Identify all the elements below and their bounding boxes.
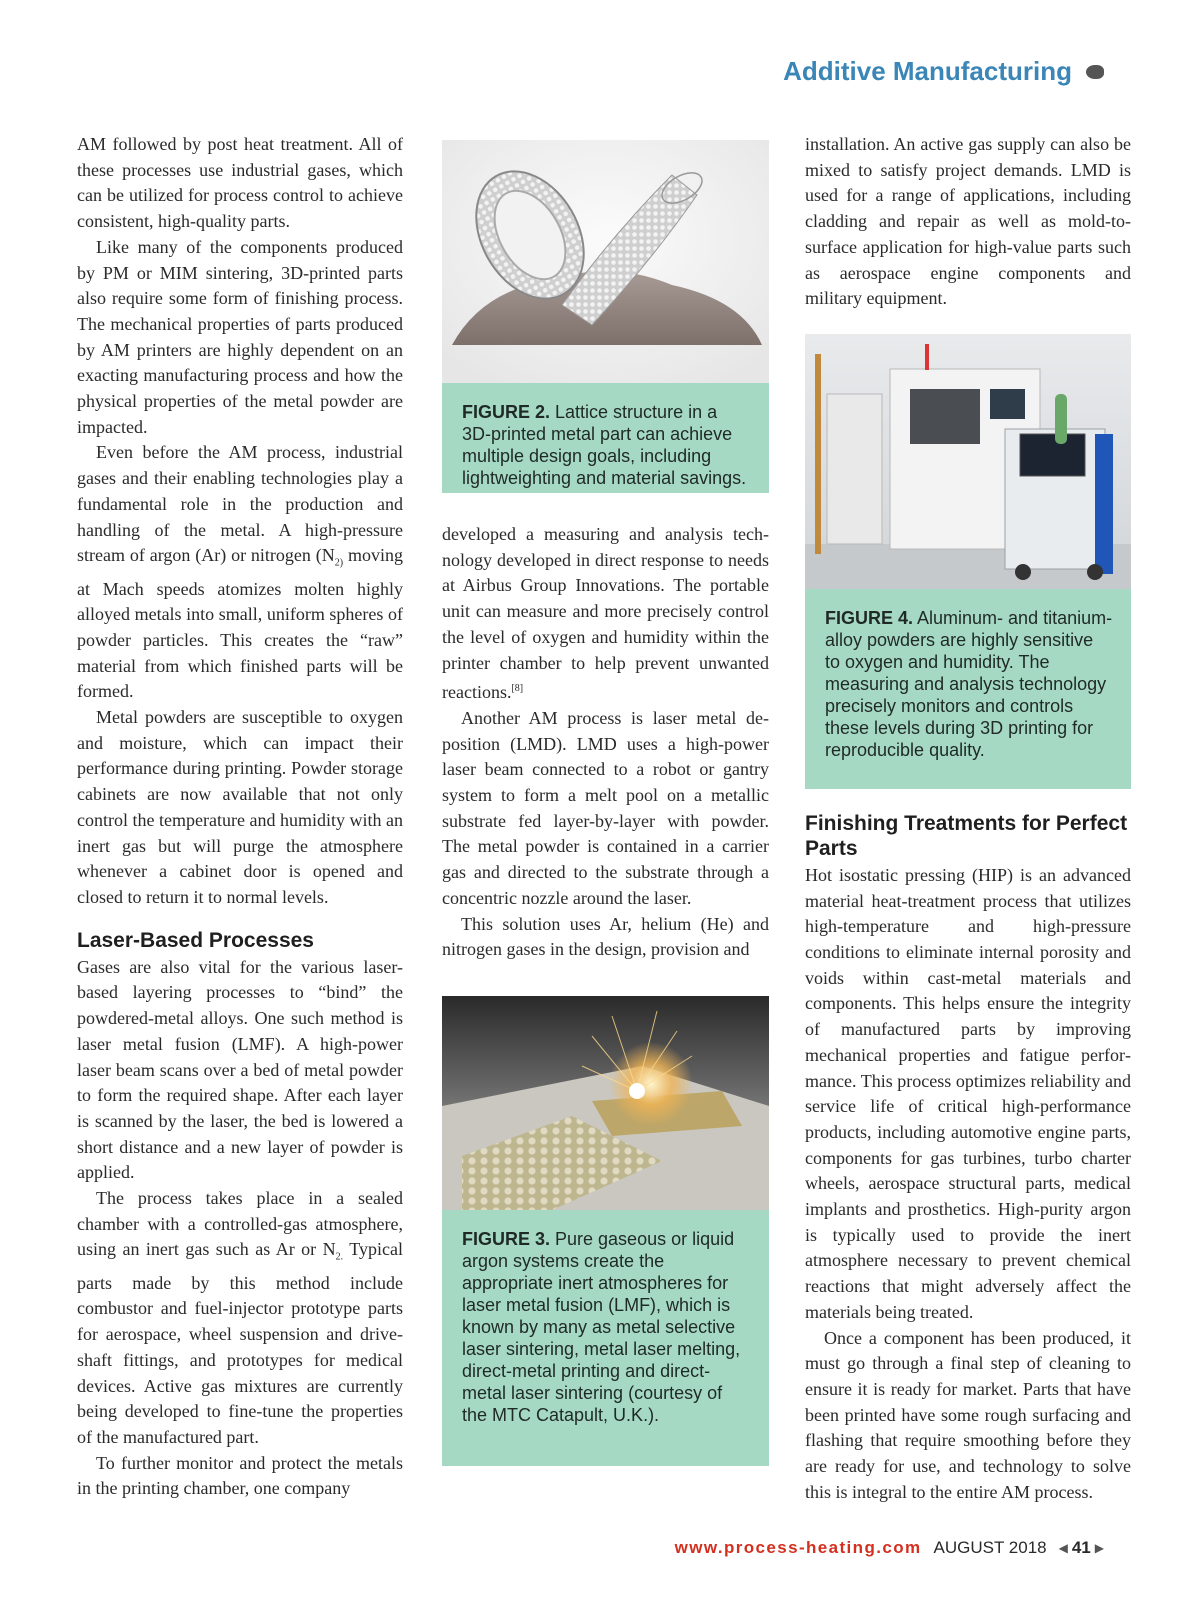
paragraph: Even before the AM process, industrial gases and their enabling technologies play a fundamental role in the production and handling of the metal. A high-pressure stream of argon (Ar) or nitrogen ($N_{2)}$ moving at Mach speeds atomizes molten highly alloyed metals into small, uniform spheres of powder particles. This creates the “raw” material from which finished parts will be formed. bbox=[77, 442, 403, 702]
lattice-part-photo bbox=[442, 140, 769, 383]
figure-4 bbox=[805, 334, 1131, 789]
paragraph: Once a component has been produced, it must go through a final step of cleaning to ensure it is ready for market. Parts that have been printed have some rough surfacing and flashing that require smoothing before they are ready for use, and technology to solve this is integral to the entire AM process. bbox=[805, 1327, 1131, 1502]
column-left bbox=[77, 132, 403, 1502]
lattice-structure-image bbox=[442, 140, 769, 383]
am-printer-image bbox=[805, 334, 1131, 589]
issue-date: AUGUST 2018 bbox=[933, 1538, 1047, 1557]
paragraph: developed a measuring and analysis technology developed in direct response to needs at Airbus Group Innovations. The portable unit can measure and more precisely control the level of oxygen and humidity within the printer chamber to help prevent unwanted reactions.[8] bbox=[442, 524, 769, 703]
figure-caption-text: Pure gaseous or liquid argon systems create the appropriate inert atmospheres for laser metal fusion (LMF), which is known by many as metal selective laser sintering, metal laser melting, direct-metal printing and direct-metal laser sintering (courtesy of the MTC Catapult, U.K.). bbox=[462, 1228, 741, 1425]
figure-caption-text: Lattice structure in a 3D-printed metal part can achieve multiple design goals, including lightweighting and material savings. bbox=[462, 402, 747, 488]
paragraph: To further monitor and protect the metals in the printing chamber, one company bbox=[77, 1452, 403, 1499]
figure-caption bbox=[805, 589, 1131, 789]
figure-label: FIGURE 4. bbox=[825, 607, 914, 628]
column-middle bbox=[442, 140, 769, 1466]
figure-3 bbox=[442, 996, 769, 1466]
triangle-left-icon: ◀ bbox=[1058, 1541, 1068, 1555]
page-number: ◀ 41 ▶ bbox=[1058, 1538, 1104, 1557]
laser-fusion-photo bbox=[442, 996, 769, 1210]
figure-label: FIGURE 3. bbox=[462, 1228, 551, 1249]
printer-photo bbox=[805, 334, 1131, 589]
bullet-icon bbox=[1086, 65, 1104, 79]
paragraph: Gases are also vital for the various laser-based layering processes to “bind” the powdered-metal alloys. One such method is laser metal fusion (LMF). A high-power laser beam scans over a bed of metal powder to form the required shape. After each layer is scanned by the laser, the bed is lowered a short distance and a new layer of powder is applied. bbox=[77, 956, 403, 1183]
figure-caption-text: Aluminum- and titanium-alloy powders are highly sensitive to oxygen and humidity. The measuring and analysis technology precisely monitors and controls these levels during 3D printing for reproducible quality. bbox=[825, 607, 1113, 760]
section-heading: Laser-Based Processes bbox=[77, 928, 314, 952]
paragraph: Metal powders are susceptible to oxygen and moisture, which can impact their performance during printing. Powder storage cabinets are now available that not only control the temperature and humidity with an inert gas but will purge the atmosphere whenever a cabinet door is opened and closed to return it to normal levels. bbox=[77, 707, 403, 907]
section-heading: Finishing Treatments for Perfect Parts bbox=[805, 811, 1128, 860]
paragraph: Another AM process is laser metal deposition (LMD). LMD uses a high-power laser beam connected to a robot or gantry system to form a melt pool on a metallic substrate fed layer-by-layer with powder. The metal powder is contained in a carrier gas and directed to the substrate through a concentric nozzle around the laser. bbox=[442, 707, 769, 908]
website-link[interactable]: www.process-heating.com bbox=[674, 1538, 922, 1557]
paragraph: installation. An active gas supply can also be mixed to satisfy project demands. LMD is used for a range of applications, including cladding and repair as well as mold-to-surface application for high-value parts such as aerospace engine components and military equipment. bbox=[805, 134, 1131, 309]
section-header bbox=[783, 56, 1104, 87]
paragraph: This solution uses Ar, helium (He) and nitrogen gases in the design, provision and bbox=[442, 913, 769, 960]
triangle-right-icon: ▶ bbox=[1094, 1541, 1104, 1555]
figure-caption bbox=[442, 383, 769, 493]
paragraph: Hot isostatic pressing (HIP) is an advanced material heat-treatment process that utilizes high-temperature and high-pressure conditions to eliminate internal porosity and voids within cast-metal materials and components. This helps ensure the integrity of manufactured parts by improving mechanical properties and fatigue performance. This process optimizes reliability and service life of critical high-performance products, including automotive engine parts, components for gas turbines, turbo charter wheels, aerospace structural parts, medical implants and prosthetics. High-purity argon is typically used to provide the inert atmosphere necessary to prevent chemical reactions that might adversely affect the materials being treated. bbox=[805, 864, 1131, 1322]
column-right bbox=[805, 132, 1131, 1506]
figure-2 bbox=[442, 140, 769, 493]
figure-label: FIGURE 2. bbox=[462, 402, 551, 422]
section-title: Additive Manufacturing bbox=[783, 56, 1072, 86]
figure-caption bbox=[442, 1210, 769, 1466]
page-footer bbox=[675, 1538, 1104, 1558]
paragraph: Like many of the components produced by PM or MIM sintering, 3D-printed parts also require some form of finishing process. The mechanical properties of parts produced by AM printers are highly dependent on an exacting manufacturing process and how the physical properties of the metal powder are impacted. bbox=[77, 236, 403, 437]
paragraph: The process takes place in a sealed chamber with a controlled-gas atmosphere, using an inert gas such as Ar or $N_{2.}$ Typical parts made by this method include combustor and fuel-injector prototype parts for aerospace, wheel suspension and drive-shaft fittings, and prototypes for medical devices. Active gas mixtures are currently being developed to fine-tune the properties of the manufactured part. bbox=[77, 1188, 403, 1447]
laser-melting-image bbox=[442, 996, 769, 1210]
paragraph: AM followed by post heat treatment. All of these processes use industrial gases, which can be utilized for process control to achieve consistent, high-quality parts. bbox=[77, 134, 403, 232]
